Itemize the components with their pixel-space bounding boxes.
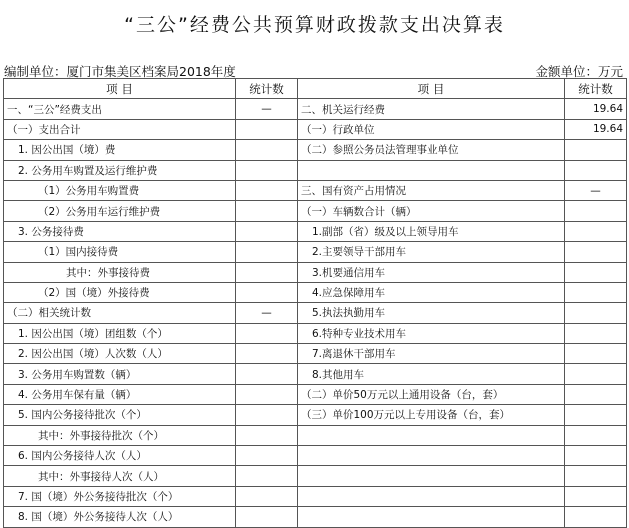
row-label-left: （二）相关统计数 (4, 303, 236, 323)
row-label-left: 8. 国（境）外公务接待人次（人） (4, 507, 236, 527)
header-item-right: 项 目 (298, 79, 565, 99)
row-value-right (565, 242, 627, 262)
row-value-right: 19.64 (565, 99, 627, 119)
table-row (4, 446, 627, 466)
table-row (4, 486, 627, 506)
row-label-right (298, 486, 565, 506)
row-label-right: （一）车辆数合计（辆） (298, 201, 565, 221)
row-value-right (565, 384, 627, 404)
row-value-left (236, 405, 298, 425)
row-value-right (565, 201, 627, 221)
row-value-left (236, 384, 298, 404)
row-label-right: （二）单价50万元以上通用设备（台，套） (298, 384, 565, 404)
row-value-left (236, 323, 298, 343)
row-value-right (565, 160, 627, 180)
row-label-right: （二）参照公务员法管理事业单位 (298, 140, 565, 160)
row-label-right (298, 446, 565, 466)
table-row (4, 323, 627, 343)
row-label-left: 1. 因公出国（境）费 (4, 140, 236, 160)
row-label-left: 3. 公务用车购置数（辆） (4, 364, 236, 384)
table-row (4, 242, 627, 262)
row-value-right (565, 446, 627, 466)
row-label-right: 3.机要通信用车 (298, 262, 565, 282)
page-title: “三公”经费公共预算财政拨款支出决算表 (124, 14, 505, 36)
table-row (4, 160, 627, 180)
row-value-right (565, 405, 627, 425)
row-label-left: 其中：外事接待批次（个） (4, 425, 236, 445)
header-count-right: 统计数 (565, 79, 627, 99)
row-label-left: 5. 国内公务接待批次（个） (4, 405, 236, 425)
row-label-right: （一）行政单位 (298, 119, 565, 139)
row-label-right: 1.副部（省）级及以上领导用车 (298, 221, 565, 241)
row-label-left: （1）公务用车购置费 (4, 180, 236, 200)
row-value-right (565, 323, 627, 343)
row-label-right: 5.执法执勤用车 (298, 303, 565, 323)
row-value-left (236, 201, 298, 221)
table-row (4, 364, 627, 384)
row-label-right (298, 466, 565, 486)
row-value-left (236, 119, 298, 139)
table-row (4, 344, 627, 364)
row-value-left (236, 466, 298, 486)
amount-unit: 金额单位：万元 (535, 64, 623, 79)
table-row (4, 425, 627, 445)
row-label-left: 6. 国内公务接待人次（人） (4, 446, 236, 466)
row-label-left: 2. 因公出国（境）人次数（人） (4, 344, 236, 364)
row-value-right (565, 221, 627, 241)
row-value-left (236, 221, 298, 241)
row-label-left: 其中：外事接待人次（人） (4, 466, 236, 486)
row-value-left (236, 160, 298, 180)
table-row (4, 201, 627, 221)
budget-table (3, 78, 627, 528)
row-value-right: 19.64 (565, 119, 627, 139)
table-row (4, 140, 627, 160)
row-value-right (565, 425, 627, 445)
row-value-left (236, 446, 298, 466)
row-label-left: 1. 因公出国（境）团组数（个） (4, 323, 236, 343)
row-label-right: 6.特种专业技术用车 (298, 323, 565, 343)
header-count-left: 统计数 (236, 79, 298, 99)
row-value-left (236, 140, 298, 160)
table-header-row (4, 79, 627, 99)
row-value-left: — (236, 303, 298, 323)
row-value-left (236, 242, 298, 262)
row-label-left: 其中：外事接待费 (4, 262, 236, 282)
row-value-right (565, 344, 627, 364)
row-value-left (236, 282, 298, 302)
table-row (4, 262, 627, 282)
row-value-left (236, 425, 298, 445)
compiling-unit: 编制单位：厦门市集美区档案局2018年度 (4, 64, 236, 79)
row-value-right (565, 507, 627, 527)
row-label-right (298, 425, 565, 445)
row-label-right: 4.应急保障用车 (298, 282, 565, 302)
row-value-right (565, 282, 627, 302)
row-value-right (565, 303, 627, 323)
header-item-left: 项 目 (4, 79, 236, 99)
table-row (4, 180, 627, 200)
table-row (4, 282, 627, 302)
table-row (4, 303, 627, 323)
row-value-left (236, 507, 298, 527)
row-label-left: 2. 公务用车购置及运行维护费 (4, 160, 236, 180)
row-label-left: 4. 公务用车保有量（辆） (4, 384, 236, 404)
row-value-left (236, 344, 298, 364)
row-label-left: （2）国（境）外接待费 (4, 282, 236, 302)
row-value-right (565, 486, 627, 506)
row-value-right (565, 140, 627, 160)
row-value-left (236, 262, 298, 282)
row-label-left: （2）公务用车运行维护费 (4, 201, 236, 221)
row-label-right: 2.主要领导干部用车 (298, 242, 565, 262)
row-value-left (236, 364, 298, 384)
table-row (4, 119, 627, 139)
row-label-right: 7.离退休干部用车 (298, 344, 565, 364)
row-value-left (236, 180, 298, 200)
row-label-right: 三、国有资产占用情况 (298, 180, 565, 200)
table-row (4, 99, 627, 119)
row-label-left: 一、“三公”经费支出 (4, 99, 236, 119)
row-label-right: 8.其他用车 (298, 364, 565, 384)
table-row (4, 405, 627, 425)
row-value-left (236, 486, 298, 506)
row-label-left: 7. 国（境）外公务接待批次（个） (4, 486, 236, 506)
table-row (4, 384, 627, 404)
row-label-right: 二、机关运行经费 (298, 99, 565, 119)
row-label-right: （三）单价100万元以上专用设备（台，套） (298, 405, 565, 425)
row-label-right (298, 507, 565, 527)
row-label-right (298, 160, 565, 180)
row-value-right: — (565, 180, 627, 200)
table-row (4, 507, 627, 527)
row-label-left: （1）国内接待费 (4, 242, 236, 262)
row-label-left: 3. 公务接待费 (4, 221, 236, 241)
row-value-right (565, 466, 627, 486)
row-value-left: — (236, 99, 298, 119)
row-label-left: （一）支出合计 (4, 119, 236, 139)
table-row (4, 221, 627, 241)
row-value-right (565, 364, 627, 384)
table-row (4, 466, 627, 486)
row-value-right (565, 262, 627, 282)
